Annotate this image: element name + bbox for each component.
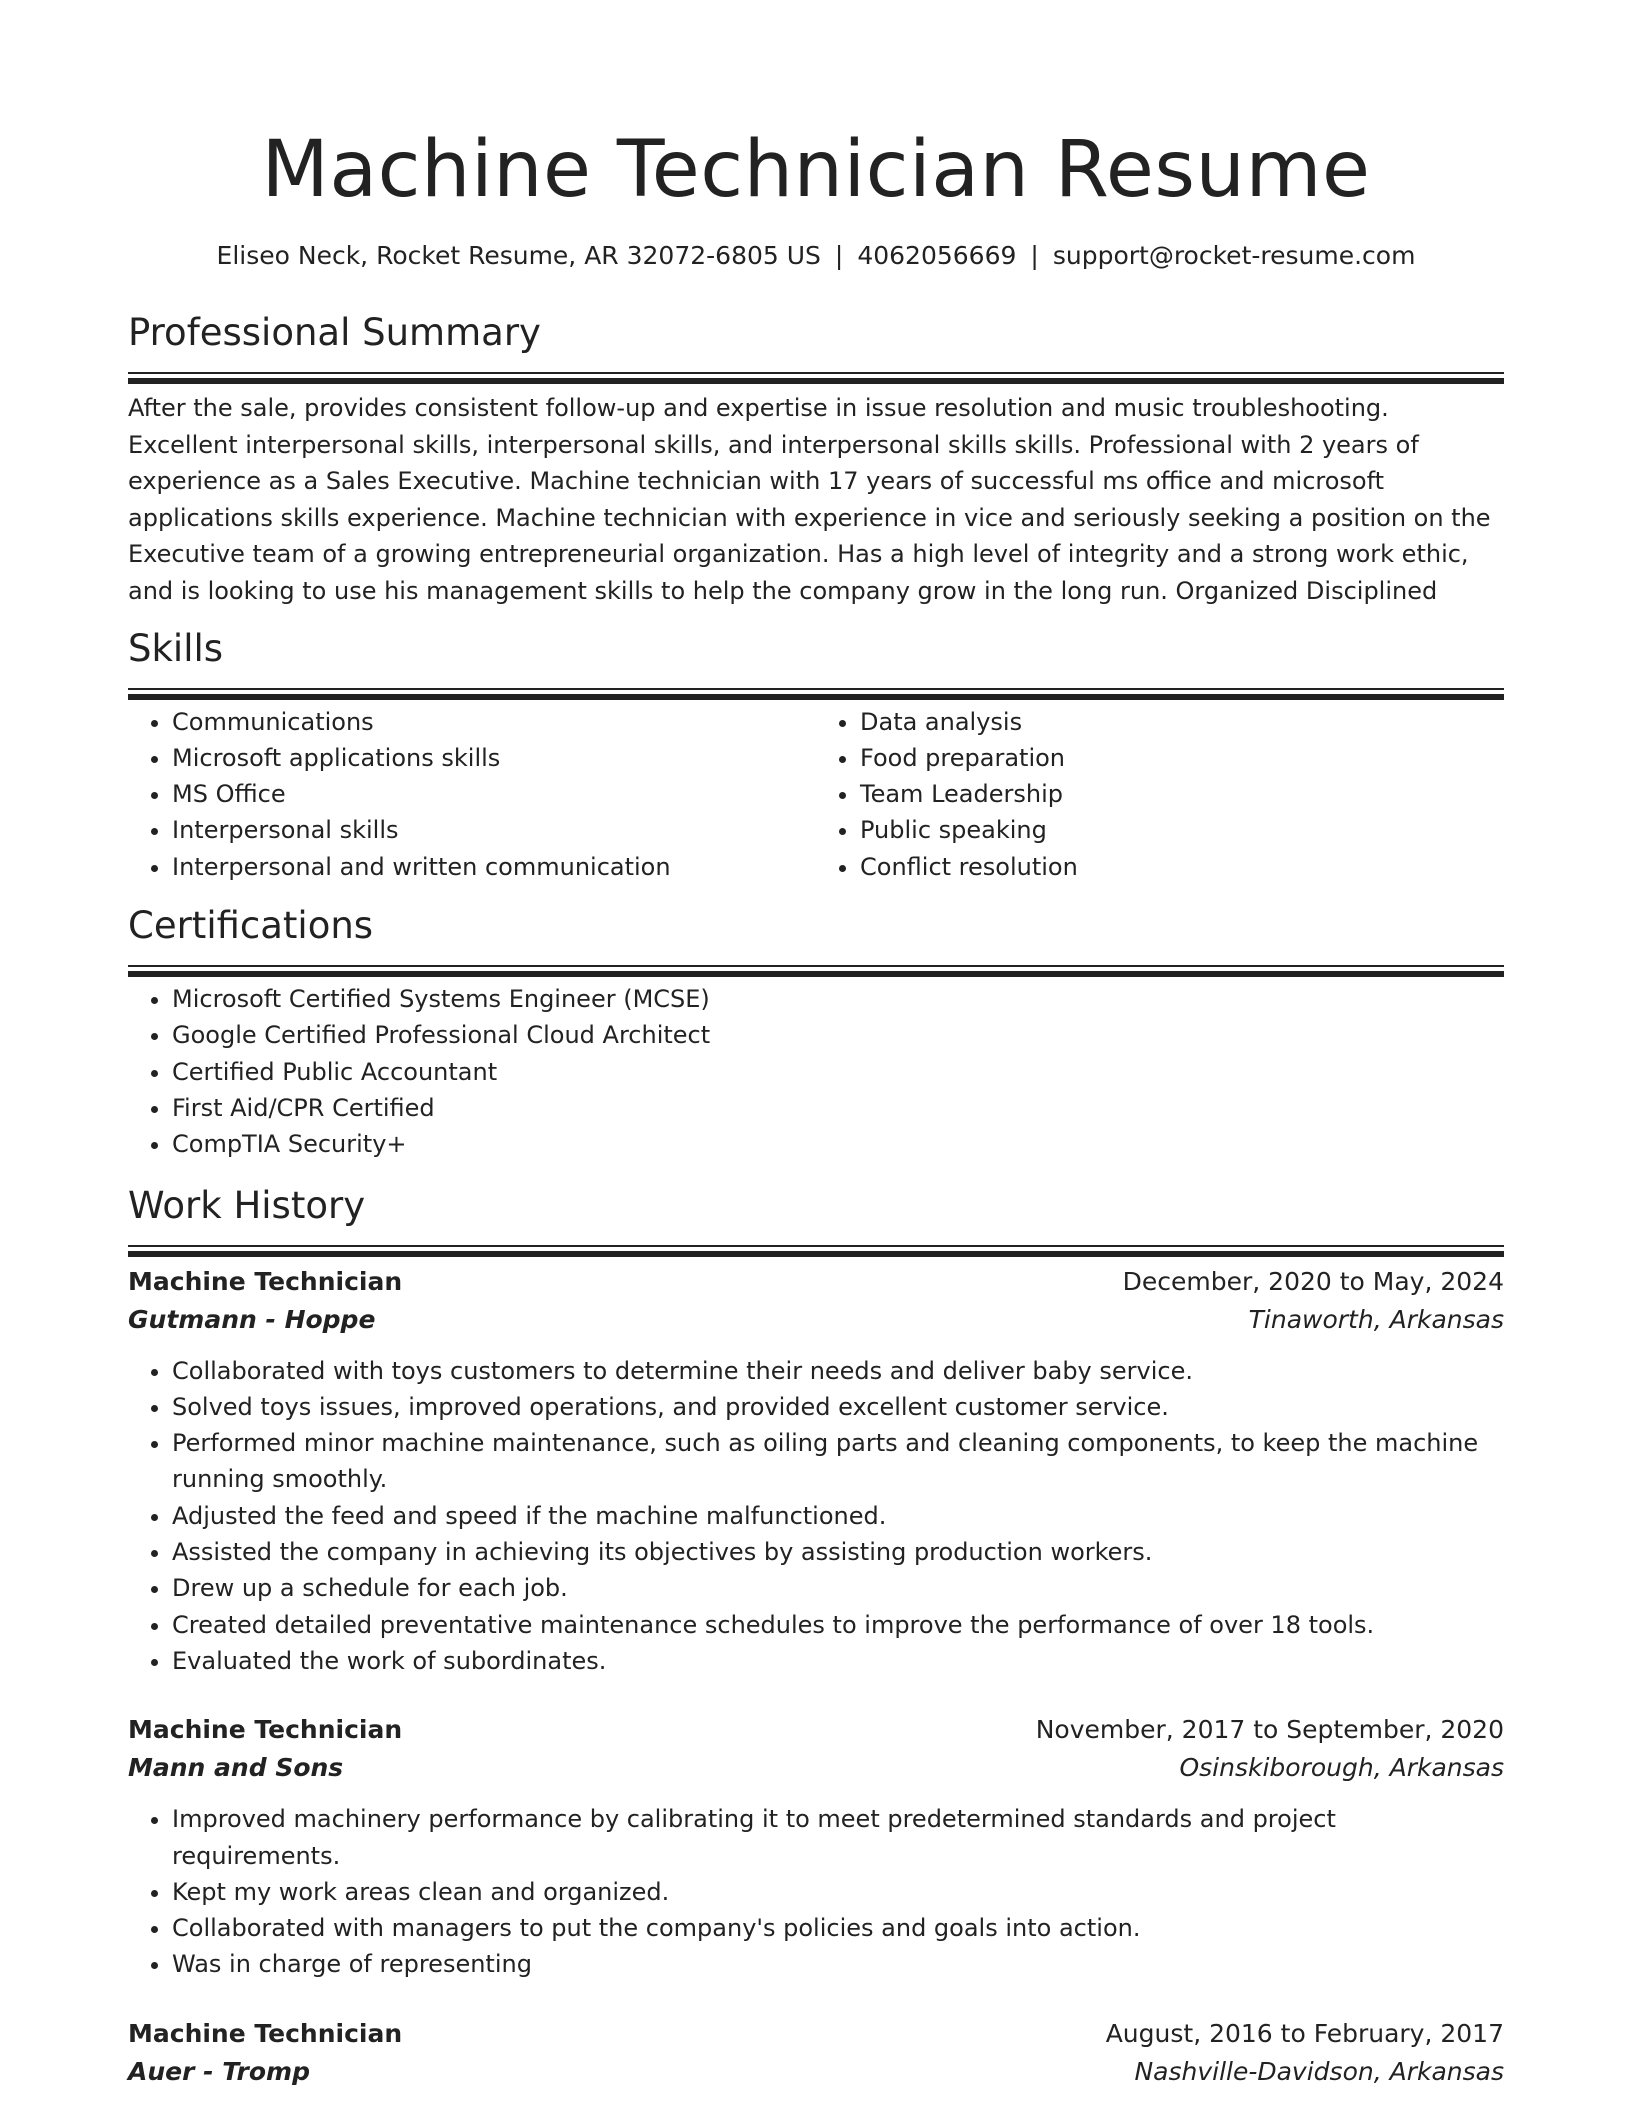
section-heading-summary: Professional Summary [128,311,541,354]
job-bullets [128,1353,1504,1680]
contact-email: support@rocket-resume.com [1052,241,1416,270]
list-item: • Interpersonal skills [172,812,816,848]
list-item: • Was in charge of representing [172,1946,1504,1982]
list-item: • Evaluated the work of subordinates. [172,1643,1504,1679]
job-title: Machine Technician [128,2018,403,2048]
list-item: • Improved machinery performance by calibrating it to meet predetermined standards and project requirements. [172,1801,1504,1874]
list-item: • Data analysis [860,704,1504,740]
contact-address: Eliseo Neck, Rocket Resume, AR 32072-6805 US [216,241,821,270]
resume-page [128,0,1504,2091]
job-dates: August, 2016 to February, 2017 [1105,2018,1504,2048]
job-location: Osinskiborough, Arkansas [1179,1753,1504,1783]
list-item: • Drew up a schedule for each job. [172,1570,1504,1606]
job-company-row [128,1301,1504,1339]
skills-columns [128,704,1504,885]
job-company-row [128,1749,1504,1787]
list-item: • MS Office [172,776,816,812]
job-company: Auer - Tromp [128,2056,310,2086]
contact-phone: 4062056669 [857,241,1017,270]
list-item: • Communications [172,704,816,740]
section-heading-certifications: Certifications [128,904,374,948]
job-header-row [128,1711,1504,1749]
list-item: • Collaborated with toys customers to determine their needs and deliver baby service. [172,1353,1504,1389]
list-item: • Microsoft applications skills [172,740,816,776]
list-item: • Certified Public Accountant [172,1054,1504,1090]
job-header-row [128,1263,1504,1301]
work-history-section [128,1181,1504,2091]
list-item: • Conflict resolution [860,849,1504,885]
list-item: • Performed minor machine maintenance, such as oiling parts and cleaning components, to keep the machine running smoothly. [172,1425,1504,1498]
job-header-row [128,2015,1504,2053]
skills-list-column-1 [128,704,816,885]
job-company-row [128,2053,1504,2091]
section-heading-work-history: Work History [128,1183,366,1227]
list-item: • Kept my work areas clean and organized. [172,1874,1504,1910]
section-divider [128,372,1504,374]
list-item: • Created detailed preventative maintenance schedules to improve the performance of over 18 tools. [172,1607,1504,1643]
page-title: Machine Technician Resume [261,125,1371,215]
certifications-list [128,981,1504,1162]
job-entry [128,1263,1504,1680]
contact-separator: | [1030,241,1039,270]
job-location: Nashville-Davidson, Arkansas [1134,2056,1504,2086]
section-heading-skills: Skills [128,626,224,670]
list-item: • Public speaking [860,812,1504,848]
summary-section [128,308,1504,610]
skills-list-column-2 [816,704,1504,885]
contact-line [128,238,1504,274]
section-divider [128,965,1504,967]
list-item: • Microsoft Certified Systems Engineer (MCSE) [172,981,1504,1017]
list-item: • Collaborated with managers to put the company's policies and goals into action. [172,1910,1504,1946]
list-item: • Team Leadership [860,776,1504,812]
list-item: • Solved toys issues, improved operations, and provided excellent customer service. [172,1389,1504,1425]
skills-section [128,624,1504,885]
certifications-section [128,901,1504,1162]
job-dates: November, 2017 to September, 2020 [1035,1715,1504,1745]
job-title: Machine Technician [128,1715,403,1745]
list-item: • Assisted the company in achieving its objectives by assisting production workers. [172,1534,1504,1570]
list-item: • Interpersonal and written communication [172,849,816,885]
job-bullets [128,1801,1504,1982]
contact-separator: | [834,241,844,270]
job-title: Machine Technician [128,1266,403,1296]
section-divider [128,688,1504,690]
list-item: • First Aid/CPR Certified [172,1090,1504,1126]
list-item: • CompTIA Security+ [172,1126,1504,1162]
list-item: • Adjusted the feed and speed if the machine malfunctioned. [172,1498,1504,1534]
job-location: Tinaworth, Arkansas [1248,1304,1504,1334]
job-company: Mann and Sons [128,1753,344,1783]
list-item: • Food preparation [860,740,1504,776]
job-entry [128,1711,1504,1982]
job-entry [128,2015,1504,2091]
list-item: • Google Certified Professional Cloud Architect [172,1017,1504,1053]
summary-text: After the sale, provides consistent follow-up and expertise in issue resolution and music troubleshooting. Excellent interpersonal skills, interpersonal skills, and interpersonal skills skills. Professional with 2 years of experience as a Sales Executive. Machine technician with 17 years of successful ms office and microsoft applications skills experience. Machine technician with experience in vice and seriously seeking a position on the Executive team of a growing entrepreneurial organization. Has a high level of integrity and a strong work ethic, and is looking to use his management skills to help the company grow in the long run. Organized Disciplined [128,394,1491,605]
job-company: Gutmann - Hoppe [128,1304,376,1334]
job-dates: December, 2020 to May, 2024 [1122,1266,1504,1296]
section-divider [128,1245,1504,1247]
